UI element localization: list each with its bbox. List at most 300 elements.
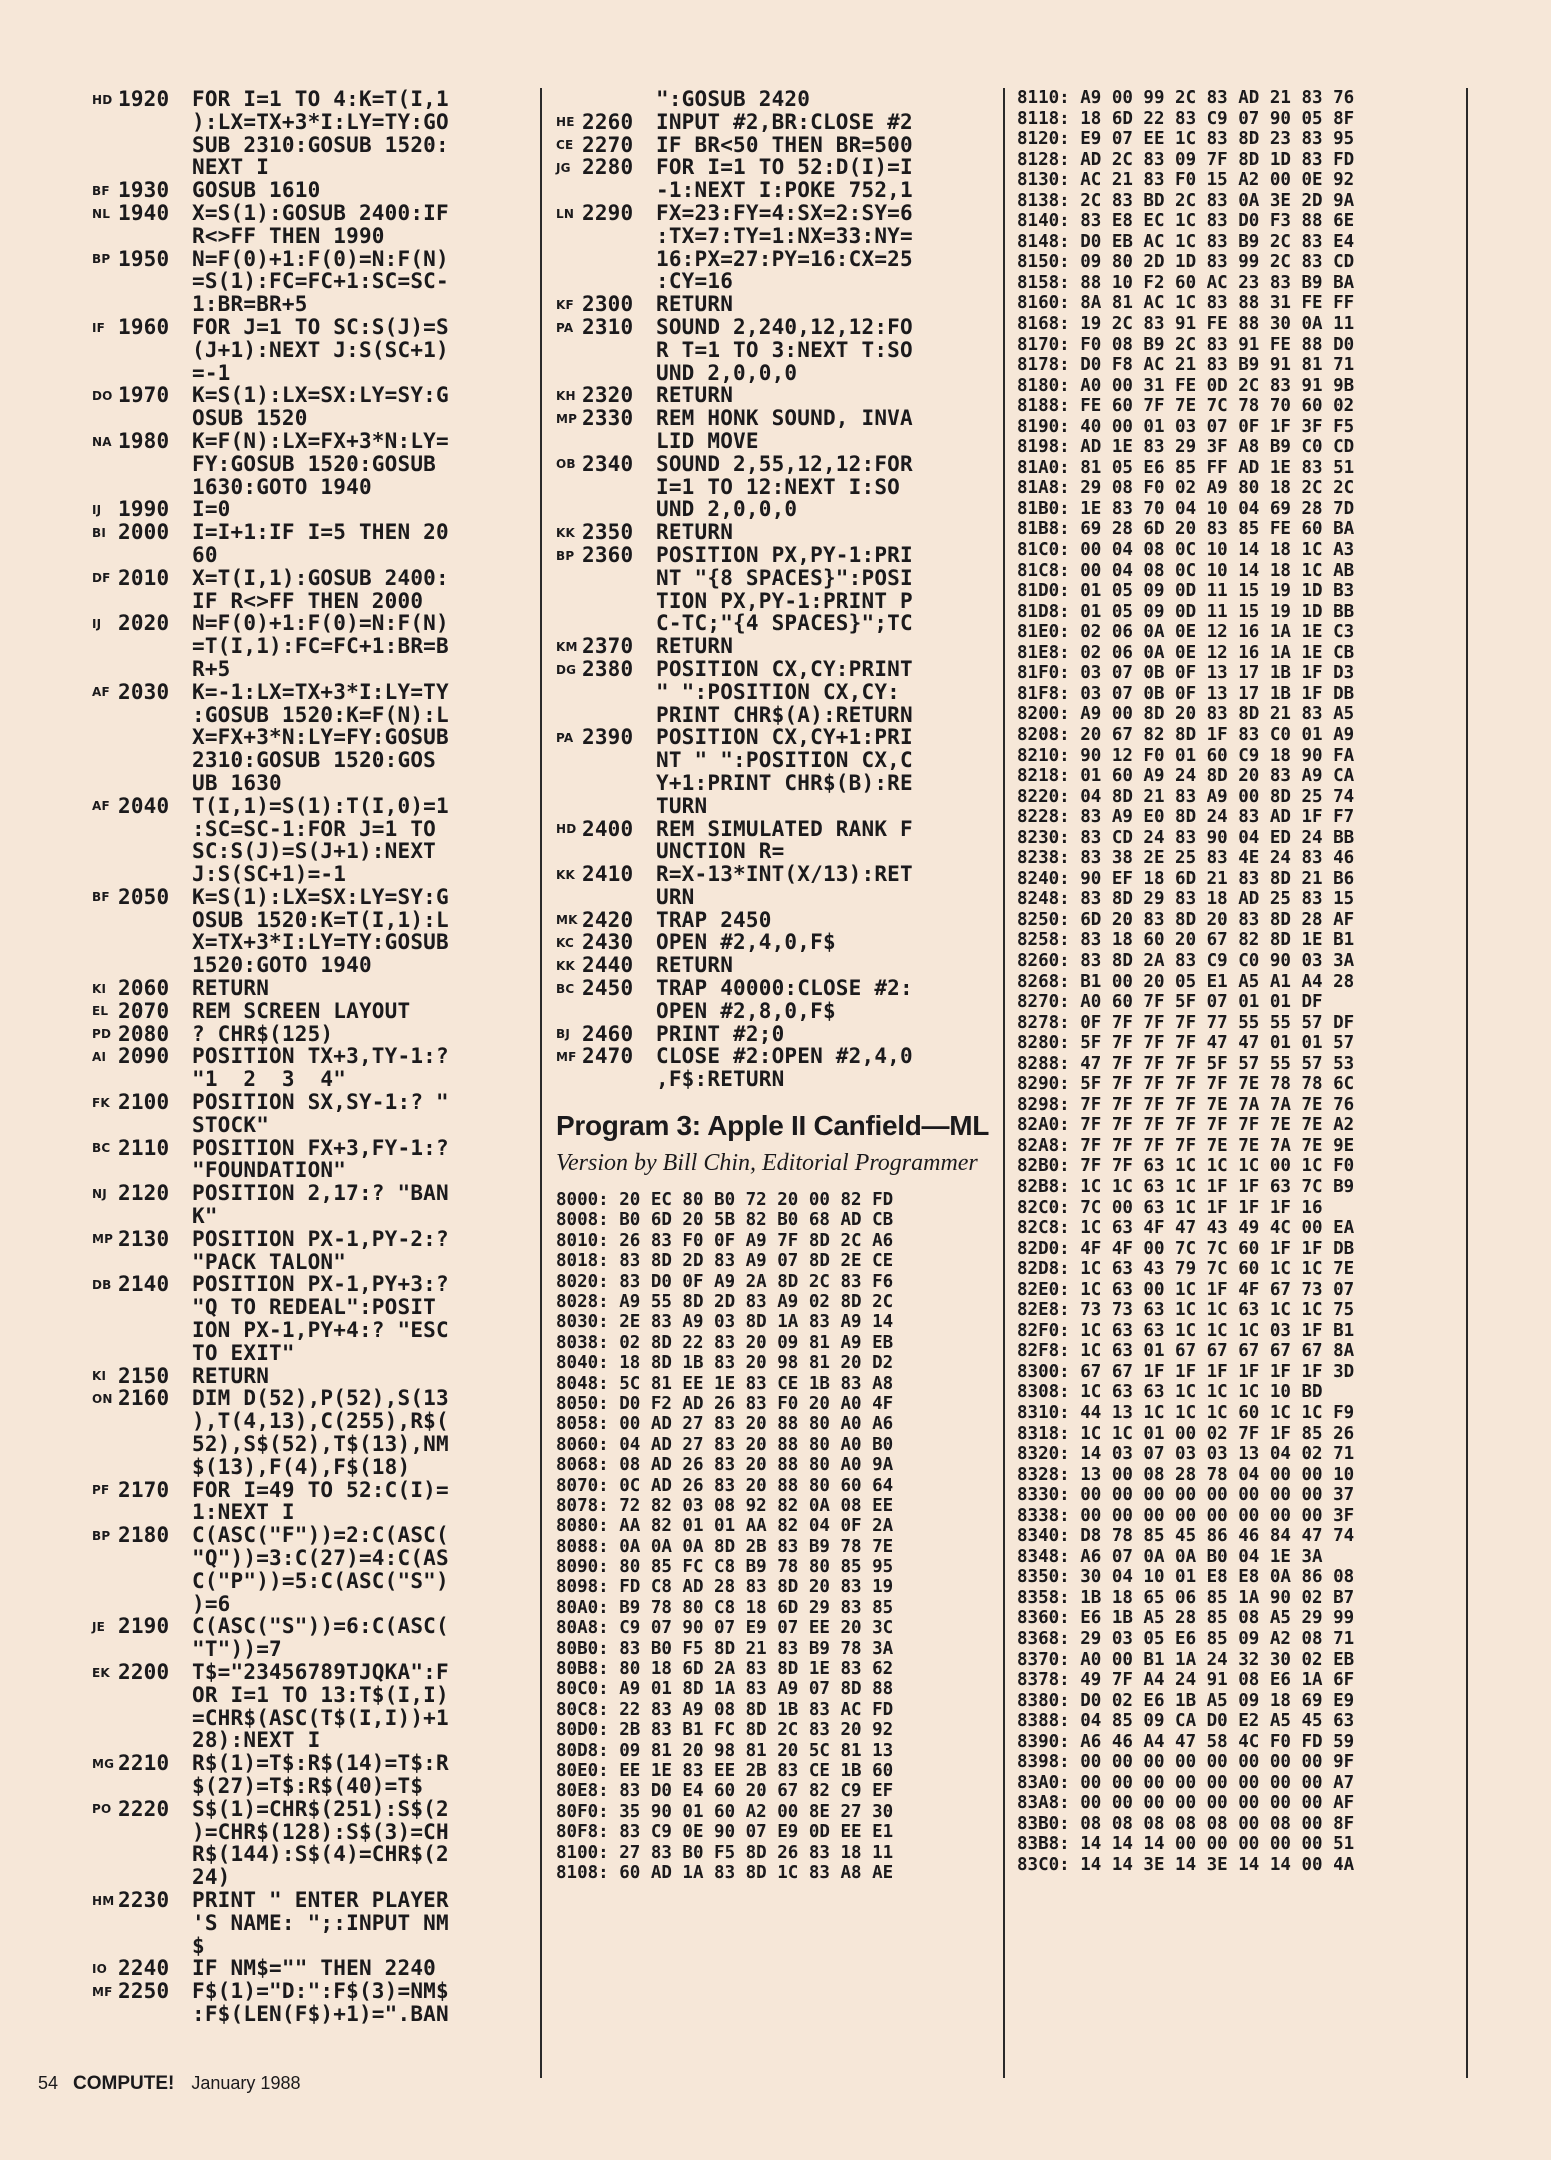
code-line <box>556 1000 996 1023</box>
hex-line: 8230: 83 CD 24 83 90 04 ED 24 BB <box>1017 827 1355 848</box>
hex-line: 8180: A0 00 31 FE 0D 2C 83 91 9B <box>1017 375 1355 396</box>
code-text: :SC=SC-1:FOR J=1 TO <box>192 816 437 841</box>
code-text: NEXT I <box>192 155 270 180</box>
code-line <box>92 1159 532 1182</box>
code-text: "Q"))=3:C(27)=4:C(AS <box>192 1546 449 1570</box>
line-number: 2420 <box>582 907 634 932</box>
code-line <box>92 1410 532 1433</box>
hex-line: 80C8: 22 83 A9 08 8D 1B 83 AC FD <box>556 1699 894 1720</box>
hex-line: 83B0: 08 08 08 08 08 00 08 00 8F <box>1017 1813 1355 1834</box>
code-line <box>92 1524 532 1547</box>
code-line <box>556 498 996 521</box>
line-number: 2340 <box>582 451 634 476</box>
code-text: REM HONK SOUND, INVA <box>656 406 913 431</box>
code-line <box>92 909 532 932</box>
hex-line: 8210: 90 12 F0 01 60 C9 18 90 FA <box>1017 745 1355 766</box>
code-line <box>92 202 532 225</box>
hex-line: 81F8: 03 07 0B 0F 13 17 1B 1F DB <box>1017 683 1355 704</box>
code-text: FX=23:FY=4:SX=2:SY=6 <box>656 200 913 225</box>
code-line <box>92 1365 532 1388</box>
code-text: "PACK TALON" <box>192 1249 347 1274</box>
code-line <box>92 1273 532 1296</box>
code-line <box>92 886 532 909</box>
checksum: MG <box>92 1756 115 1771</box>
code-text: K" <box>192 1204 218 1229</box>
code-line <box>556 658 996 681</box>
code-line <box>92 2003 532 2026</box>
checksum: DG <box>556 662 577 677</box>
hex-line: 8188: FE 60 7F 7E 7C 78 70 60 02 <box>1017 396 1355 417</box>
code-text: =-1 <box>192 360 231 385</box>
code-line <box>556 1068 996 1091</box>
code-text: 1630:GOTO 1940 <box>192 474 372 499</box>
hex-line: 83C0: 14 14 3E 14 3E 14 14 00 4A <box>1017 1855 1355 1876</box>
code-line <box>556 384 996 407</box>
code-text: -1:NEXT I:POKE 752,1 <box>656 178 913 203</box>
checksum: DB <box>92 1278 112 1293</box>
code-line <box>556 590 996 613</box>
checksum: MP <box>92 1232 114 1247</box>
code-line <box>556 248 996 271</box>
code-line <box>92 384 532 407</box>
hex-line: 8138: 2C 83 BD 2C 83 0A 3E 2D 9A <box>1017 190 1355 211</box>
hex-line: 8038: 02 8D 22 83 20 09 81 A9 EB <box>556 1332 894 1353</box>
hex-line: 82E0: 1C 63 00 1C 1F 4F 67 73 07 <box>1017 1279 1355 1300</box>
code-line <box>556 704 996 727</box>
code-text: UND 2,0,0,0 <box>656 360 798 385</box>
checksum: KM <box>556 639 578 654</box>
code-line <box>92 88 532 111</box>
program-title: Program 3: Apple II Canfield—ML <box>556 1110 990 1142</box>
checksum: PA <box>556 320 574 335</box>
hex-line: 8178: D0 F8 AC 21 83 B9 91 81 71 <box>1017 355 1355 376</box>
code-line <box>92 590 532 613</box>
code-text: POSITION FX+3,FY-1:? <box>192 1135 449 1160</box>
hex-line: 81E0: 02 06 0A 0E 12 16 1A 1E C3 <box>1017 622 1355 643</box>
line-number: 2050 <box>118 884 170 909</box>
hex-line: 8360: E6 1B A5 28 85 08 A5 29 99 <box>1017 1608 1355 1629</box>
checksum: BF <box>92 890 110 905</box>
code-line <box>92 1661 532 1684</box>
code-text: $(27)=T$:R$(40)=T$ <box>192 1773 424 1798</box>
line-number: 2130 <box>118 1226 170 1251</box>
checksum: MK <box>556 913 578 928</box>
hex-line: 8220: 04 8D 21 83 A9 00 8D 25 74 <box>1017 786 1355 807</box>
code-line <box>556 635 996 658</box>
hex-line: 81C0: 00 04 08 0C 10 14 18 1C A3 <box>1017 540 1355 561</box>
code-line <box>92 453 532 476</box>
line-number: 1940 <box>118 200 170 225</box>
hex-line: 8120: E9 07 EE 1C 83 8D 23 83 95 <box>1017 129 1355 150</box>
hex-line: 8398: 00 00 00 00 00 00 00 00 9F <box>1017 1752 1355 1773</box>
code-text: ,F$:RETURN <box>656 1067 785 1092</box>
code-text: CLOSE #2:OPEN #2,4,0 <box>656 1044 913 1069</box>
code-line <box>556 749 996 772</box>
code-text: 24) <box>192 1865 231 1890</box>
code-text: POSITION PX-1,PY-2:? <box>192 1226 449 1251</box>
line-number: 1920 <box>118 87 170 111</box>
code-line <box>92 681 532 704</box>
code-text: J:S(SC+1)=-1 <box>192 862 347 887</box>
hex-line: 8350: 30 04 10 01 E8 E8 0A 86 08 <box>1017 1567 1355 1588</box>
code-text: RETURN <box>656 292 734 317</box>
hex-line: 8320: 14 03 07 03 03 13 04 02 71 <box>1017 1444 1355 1465</box>
code-line <box>92 179 532 202</box>
code-line <box>92 1798 532 1821</box>
hex-line: 82D0: 4F 4F 00 7C 7C 60 1F 1F DB <box>1017 1238 1355 1259</box>
code-text: K=F(N):LX=FX+3*N:LY= <box>192 428 449 453</box>
page-number: 54 <box>38 2073 59 2093</box>
line-number: 2170 <box>118 1477 170 1502</box>
code-text: POSITION TX+3,TY-1:? <box>192 1044 449 1069</box>
hex-listing-2 <box>556 1190 996 1883</box>
code-text: POSITION 2,17:? "BAN <box>192 1181 449 1206</box>
hex-line: 8060: 04 AD 27 83 20 88 80 A0 B0 <box>556 1434 894 1455</box>
checksum: DF <box>92 571 111 586</box>
code-text: 52),S$(52),T$(13),NM <box>192 1432 449 1457</box>
code-text: 16:PX=27:PY=16:CX=25 <box>656 246 913 271</box>
code-text: C(ASC("S"))=6:C(ASC( <box>192 1614 449 1639</box>
code-line <box>92 772 532 795</box>
hex-line: 8348: A6 07 0A 0A B0 04 1E 3A <box>1017 1546 1323 1567</box>
hex-line: 8250: 6D 20 83 8D 20 83 8D 28 AF <box>1017 909 1355 930</box>
line-number: 2370 <box>582 634 634 659</box>
code-text: 1:NEXT I <box>192 1500 295 1525</box>
code-text: UND 2,0,0,0 <box>656 497 798 522</box>
code-line <box>92 635 532 658</box>
code-line <box>92 1912 532 1935</box>
hex-line: 80B8: 80 18 6D 2A 83 8D 1E 83 62 <box>556 1659 894 1680</box>
code-text: R=X-13*INT(X/13):RET <box>656 862 913 887</box>
checksum: IJ <box>92 616 102 631</box>
line-number: 2140 <box>118 1272 170 1297</box>
column-divider-2 <box>1003 88 1005 2078</box>
code-text: IF R<>FF THEN 2000 <box>192 588 424 613</box>
code-text: 2310:GOSUB 1520:GOS <box>192 748 437 773</box>
code-line <box>92 658 532 681</box>
code-line <box>556 134 996 157</box>
hex-line: 8118: 18 6D 22 83 C9 07 90 05 8F <box>1017 108 1355 129</box>
code-text: RETURN <box>656 634 734 659</box>
code-text: C("P"))=5:C(ASC("S") <box>192 1568 449 1593</box>
code-text: " ":POSITION CX,CY: <box>656 679 901 704</box>
hex-line: 82B8: 1C 1C 63 1C 1F 1F 63 7C B9 <box>1017 1176 1355 1197</box>
code-line <box>92 1387 532 1410</box>
code-line <box>556 202 996 225</box>
checksum: HD <box>556 822 577 837</box>
code-text: 1:BR=BR+5 <box>192 292 308 317</box>
code-line <box>92 1615 532 1638</box>
code-text: DIM D(52),P(52),S(13 <box>192 1386 449 1411</box>
code-line <box>92 362 532 385</box>
line-number: 2330 <box>582 406 634 431</box>
code-text: I=I+1:IF I=5 THEN 20 <box>192 520 449 545</box>
hex-line: 80D8: 09 81 20 98 81 20 5C 81 13 <box>556 1740 894 1761</box>
hex-line: 8148: D0 EB AC 1C 83 B9 2C 83 E4 <box>1017 231 1355 252</box>
line-number: 2260 <box>582 109 634 134</box>
hex-line: 81A0: 81 05 E6 85 FF AD 1E 83 51 <box>1017 457 1355 478</box>
hex-line: 8140: 83 E8 EC 1C 83 D0 F3 88 6E <box>1017 211 1355 232</box>
code-text: NT " ":POSITION CX,C <box>656 748 913 773</box>
code-text: FOR I=49 TO 52:C(I)= <box>192 1477 449 1502</box>
code-line <box>556 156 996 179</box>
hex-line: 8200: A9 00 8D 20 83 8D 21 83 A5 <box>1017 704 1355 725</box>
hex-line: 81A8: 29 08 F0 02 A9 80 18 2C 2C <box>1017 478 1355 499</box>
hex-line: 8010: 26 83 F0 0F A9 7F 8D 2C A6 <box>556 1230 894 1251</box>
code-line <box>92 316 532 339</box>
code-text: X=FX+3*N:LY=FY:GOSUB <box>192 725 449 750</box>
code-text: GOSUB 1610 <box>192 178 321 203</box>
code-line <box>556 726 996 749</box>
line-number: 2010 <box>118 565 170 590</box>
code-line <box>92 1729 532 1752</box>
line-number: 2040 <box>118 793 170 818</box>
hex-line: 8370: A0 00 B1 1A 24 32 30 02 EB <box>1017 1649 1355 1670</box>
code-line <box>92 795 532 818</box>
hex-line: 80E8: 83 D0 E4 60 20 67 82 C9 EF <box>556 1781 894 1802</box>
line-number: 2220 <box>118 1796 170 1821</box>
code-text: TION PX,PY-1:PRINT P <box>656 588 913 613</box>
code-text: ION PX-1,PY+4:? "ESC <box>192 1318 449 1343</box>
code-text: X=S(1):GOSUB 2400:IF <box>192 200 449 225</box>
checksum: AI <box>92 1050 107 1065</box>
code-line <box>92 954 532 977</box>
code-line <box>92 1935 532 1958</box>
checksum: EK <box>92 1665 110 1680</box>
line-number: 2290 <box>582 200 634 225</box>
hex-line: 80D0: 2B 83 B1 FC 8D 2C 83 20 92 <box>556 1720 894 1741</box>
code-text: RETURN <box>656 520 734 545</box>
hex-line: 81E8: 02 06 0A 0E 12 16 1A 1E CB <box>1017 642 1355 663</box>
code-text: R$(1)=T$:R$(14)=T$:R <box>192 1751 449 1776</box>
hex-line: 8238: 83 38 2E 25 83 4E 24 83 46 <box>1017 848 1355 869</box>
checksum: BC <box>92 1141 111 1156</box>
code-text: RETURN <box>656 953 734 978</box>
code-line <box>92 1889 532 1912</box>
code-line <box>92 1433 532 1456</box>
column-divider-1 <box>540 88 542 2078</box>
code-line <box>92 1068 532 1091</box>
code-line <box>556 293 996 316</box>
code-text: =S(1):FC=FC+1:SC=SC- <box>192 269 449 294</box>
checksum: DO <box>92 388 113 403</box>
code-text: POSITION SX,SY-1:? " <box>192 1090 449 1115</box>
code-line <box>92 1137 532 1160</box>
hex-line: 8080: AA 82 01 01 AA 82 04 0F 2A <box>556 1516 894 1537</box>
hex-line: 8300: 67 67 1F 1F 1F 1F 1F 1F 3D <box>1017 1361 1355 1382</box>
code-text: UB 1630 <box>192 770 282 795</box>
hex-line: 8260: 83 8D 2A 83 C9 C0 90 03 3A <box>1017 950 1355 971</box>
line-number: 2000 <box>118 520 170 545</box>
line-number: 2160 <box>118 1386 170 1411</box>
code-text: RETURN <box>192 976 270 1001</box>
code-text: "1 2 3 4" <box>192 1067 347 1092</box>
code-text: Y+1:PRINT CHR$(B):RE <box>656 770 913 795</box>
hex-line: 8048: 5C 81 EE 1E 83 CE 1B 83 A8 <box>556 1373 894 1394</box>
code-text: X=TX+3*I:LY=TY:GOSUB <box>192 930 449 955</box>
hex-line: 82C0: 7C 00 63 1C 1F 1F 1F 16 <box>1017 1197 1323 1218</box>
hex-line: 8378: 49 7F A4 24 91 08 E6 1A 6F <box>1017 1670 1355 1691</box>
code-line <box>92 1342 532 1365</box>
checksum: IF <box>92 320 106 335</box>
line-number: 2150 <box>118 1363 170 1388</box>
code-line <box>92 407 532 430</box>
code-line <box>556 407 996 430</box>
hex-line: 80E0: EE 1E 83 EE 2B 83 CE 1B 60 <box>556 1761 894 1781</box>
checksum: MP <box>556 411 578 426</box>
code-text: SC:S(J)=S(J+1):NEXT <box>192 839 437 864</box>
line-number: 2440 <box>582 953 634 978</box>
code-line <box>92 1479 532 1502</box>
code-text: =CHR$(ASC(T$(I,I))+1 <box>192 1705 449 1730</box>
hex-line: 82A0: 7F 7F 7F 7F 7F 7F 7E 7E A2 <box>1017 1115 1355 1136</box>
hex-line: 8108: 60 AD 1A 83 8D 1C 83 A8 AE <box>556 1862 894 1883</box>
code-text: I=0 <box>192 497 231 522</box>
hex-line: 81D8: 01 05 09 0D 11 15 19 1D BB <box>1017 601 1355 622</box>
code-text: REM SIMULATED RANK F <box>656 816 913 841</box>
checksum: AF <box>92 799 110 814</box>
code-text: PRINT CHR$(A):RETURN <box>656 702 913 727</box>
hex-line: 8280: 5F 7F 7F 7F 47 47 01 01 57 <box>1017 1033 1355 1054</box>
code-line <box>556 544 996 567</box>
code-text: F$(1)="D:":F$(3)=NM$ <box>192 1979 449 2004</box>
code-text: T(I,1)=S(1):T(I,0)=1 <box>192 793 449 818</box>
code-line <box>556 476 996 499</box>
hex-line: 8058: 00 AD 27 83 20 88 80 A0 A6 <box>556 1414 894 1435</box>
checksum: HD <box>92 92 113 107</box>
hex-line: 8288: 47 7F 7F 7F 5F 57 55 57 53 <box>1017 1053 1355 1074</box>
hex-line: 83B8: 14 14 14 00 00 00 00 00 51 <box>1017 1834 1355 1855</box>
code-text: N=F(0)+1:F(0)=N:F(N) <box>192 611 449 636</box>
code-line <box>556 179 996 202</box>
hex-line: 8228: 83 A9 E0 8D 24 83 AD 1F F7 <box>1017 807 1355 828</box>
code-line <box>92 1684 532 1707</box>
code-line <box>92 1251 532 1274</box>
code-line <box>92 749 532 772</box>
hex-listing-3 <box>1017 88 1457 1876</box>
line-number: 2460 <box>582 1021 634 1046</box>
checksum: JE <box>92 1619 106 1634</box>
code-line <box>92 977 532 1000</box>
line-number: 2360 <box>582 542 634 567</box>
checksum: AF <box>92 685 110 700</box>
checksum: HM <box>92 1893 115 1908</box>
code-line <box>92 1593 532 1616</box>
code-line <box>92 270 532 293</box>
code-line <box>92 863 532 886</box>
code-text: :TX=7:TY=1:NX=33:NY= <box>656 223 913 248</box>
hex-line: 80A8: C9 07 90 07 E9 07 EE 20 3C <box>556 1618 894 1639</box>
line-number: 1960 <box>118 314 170 339</box>
line-number: 2230 <box>118 1887 170 1912</box>
hex-line: 81B8: 69 28 6D 20 83 85 FE 60 BA <box>1017 519 1355 540</box>
line-number: 1930 <box>118 178 170 203</box>
code-line <box>92 726 532 749</box>
line-number: 1980 <box>118 428 170 453</box>
code-text: PRINT " ENTER PLAYER <box>192 1887 449 1912</box>
line-number: 2270 <box>582 132 634 157</box>
hex-line: 81B0: 1E 83 70 04 10 04 69 28 7D <box>1017 498 1355 519</box>
issue-date: January 1988 <box>191 2073 301 2093</box>
hex-line: 8338: 00 00 00 00 00 00 00 00 3F <box>1017 1505 1355 1526</box>
checksum: LN <box>556 206 575 221</box>
hex-line: 8270: A0 60 7F 5F 07 01 01 DF <box>1017 992 1323 1013</box>
code-line <box>92 567 532 590</box>
hex-line: 8218: 01 60 A9 24 8D 20 83 A9 CA <box>1017 766 1355 787</box>
code-text: OPEN #2,4,0,F$ <box>656 930 836 955</box>
checksum: MF <box>556 1050 577 1065</box>
code-text: UNCTION R= <box>656 839 785 864</box>
code-text: R T=1 TO 3:NEXT T:SO <box>656 337 913 362</box>
code-line <box>556 681 996 704</box>
code-text: TRAP 2450 <box>656 907 772 932</box>
hex-line: 80F8: 83 C9 0E 90 07 E9 0D EE E1 <box>556 1822 894 1843</box>
hex-line: 8128: AD 2C 83 09 7F 8D 1D 83 FD <box>1017 149 1355 170</box>
code-text: I=1 TO 12:NEXT I:SO <box>656 474 901 499</box>
hex-line: 8340: D8 78 85 45 86 46 84 47 74 <box>1017 1526 1355 1547</box>
code-line <box>556 362 996 385</box>
line-number: 1990 <box>118 497 170 522</box>
hex-line: 80F0: 35 90 01 60 A2 00 8E 27 30 <box>556 1801 894 1822</box>
code-text: )=CHR$(128):S$(3)=CH <box>192 1819 449 1844</box>
code-text: SOUND 2,240,12,12:FO <box>656 314 913 339</box>
line-number: 2250 <box>118 1979 170 2004</box>
hex-line: 80B0: 83 B0 F5 8D 21 83 B9 78 3A <box>556 1638 894 1659</box>
code-line <box>92 1547 532 1570</box>
code-text: $(13),F(4),F$(18) <box>192 1454 411 1479</box>
checksum: NL <box>92 206 111 221</box>
line-number: 2110 <box>118 1135 170 1160</box>
code-text: 60 <box>192 542 218 567</box>
code-line <box>92 1114 532 1137</box>
code-line <box>92 1570 532 1593</box>
checksum: HE <box>556 115 575 130</box>
line-number: 2390 <box>582 725 634 750</box>
hex-line: 8308: 1C 63 63 1C 1C 1C 10 BD <box>1017 1382 1323 1403</box>
code-line <box>556 88 996 111</box>
code-line <box>92 156 532 179</box>
hex-line: 8000: 20 EC 80 B0 72 20 00 82 FD <box>556 1190 894 1211</box>
code-text: "FOUNDATION" <box>192 1158 347 1183</box>
hex-line: 8268: B1 00 20 05 E1 A5 A1 A4 28 <box>1017 971 1355 992</box>
checksum: PD <box>92 1027 112 1042</box>
code-line <box>92 1501 532 1524</box>
checksum: FK <box>92 1095 110 1110</box>
line-number: 2100 <box>118 1090 170 1115</box>
hex-line: 8160: 8A 81 AC 1C 83 88 31 FE FF <box>1017 293 1355 314</box>
code-line <box>92 430 532 453</box>
code-line <box>556 316 996 339</box>
code-text: "Q TO REDEAL":POSIT <box>192 1295 437 1320</box>
checksum: BP <box>92 252 111 267</box>
code-text: )=6 <box>192 1591 231 1616</box>
basic-listing-2 <box>556 88 996 1091</box>
code-line <box>92 544 532 567</box>
hex-line: 81C8: 00 04 08 0C 10 14 18 1C AB <box>1017 560 1355 581</box>
hex-line: 8240: 90 EF 18 6D 21 83 8D 21 B6 <box>1017 868 1355 889</box>
page-footer <box>38 2073 300 2095</box>
line-number: 2300 <box>582 292 634 317</box>
hex-line: 82E8: 73 73 63 1C 1C 63 1C 1C 75 <box>1017 1300 1355 1321</box>
line-number: 2020 <box>118 611 170 636</box>
code-text: C(ASC("F"))=2:C(ASC( <box>192 1523 449 1548</box>
code-line <box>556 111 996 134</box>
listing-column-2 <box>556 88 996 1883</box>
code-line <box>556 931 996 954</box>
line-number: 2280 <box>582 155 634 180</box>
code-text: TO EXIT" <box>192 1340 295 1365</box>
code-line <box>92 1228 532 1251</box>
